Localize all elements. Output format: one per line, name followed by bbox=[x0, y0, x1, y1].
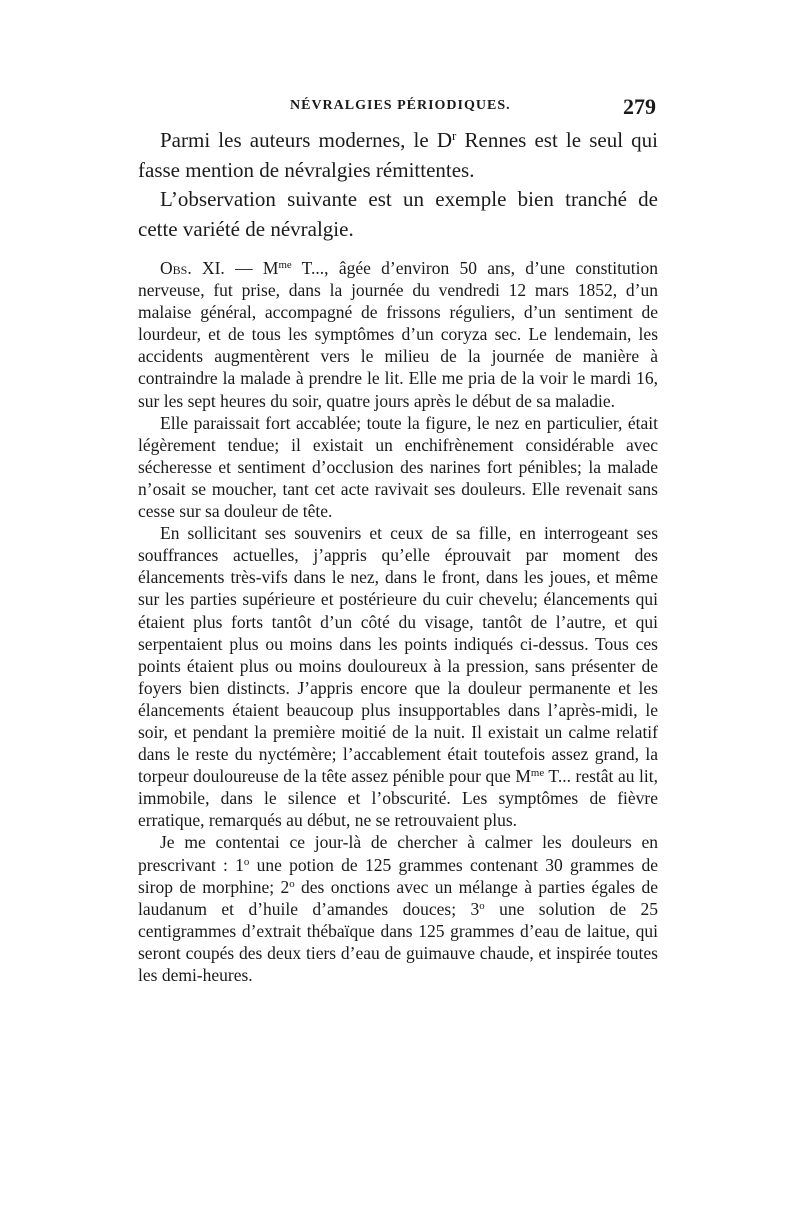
page-number: 279 bbox=[623, 94, 656, 119]
paragraph-3 bbox=[138, 257, 658, 412]
paragraph-5-superscript: me bbox=[530, 767, 545, 780]
paragraph-6-text-c: des onctions avec un mélange à parties égales de laudanum et d’huile d’amandes douces; 3 bbox=[138, 876, 658, 919]
paragraph-4: Elle paraissait fort accablée; toute la figure, le nez en particulier, était légèrement tendue; il existait un enchifrènement considérable avec sécheresse et sentiment d’occlusion des narines fort pénibles; la malade n’osait se moucher, tant cet acte ravivait ses douleurs. Elle revenait sans cesse sur sa douleur de tête. bbox=[138, 412, 658, 522]
running-title: NÉVRALGIES PÉRIODIQUES. bbox=[290, 98, 511, 113]
paragraph-6-superscript-1: o bbox=[243, 855, 250, 868]
paragraph-6-text-a: Je me contentai ce jour-là de chercher à calmer les douleurs en prescrivant : 1 bbox=[138, 832, 658, 875]
paragraph-1-superscript: r bbox=[452, 127, 457, 143]
paragraph-5 bbox=[138, 522, 658, 831]
paragraph-1-text-a: Parmi les auteurs modernes, le D bbox=[160, 128, 453, 152]
paragraph-6 bbox=[138, 831, 658, 986]
paragraph-3-text-b: T..., âgée d’environ 50 ans, d’une constitution nerveuse, fut prise, dans la journée du vendredi 12 mars 1852, d’un malaise général, accompagné de frissons réguliers, d’un sentiment de lourdeur, et de tous les symptômes d’un coryza sec. Le lendemain, les accidents augmentèrent vers le milieu de la journée de manière à contraindre la malade à prendre le lit. Elle me pria de la voir le mardi 16, sur les sept heures du soir, quatre jours après le début de sa maladie. bbox=[138, 258, 658, 411]
paragraph-6-text-b: une potion de 125 grammes contenant 30 grammes de sirop de morphine; 2 bbox=[138, 854, 658, 897]
body-text bbox=[138, 126, 658, 986]
paragraph-gap bbox=[138, 244, 658, 257]
paragraph-6-superscript-2: o bbox=[289, 877, 295, 890]
paragraph-5-text-b: T... restât au lit, immobile, dans le silence et l’obscurité. Les symptômes de fièvre erratique, remarqués au début, ne se retrouvaient plus. bbox=[138, 766, 659, 831]
paragraph-2: L’observation suivante est un exemple bien tranché de cette variété de névralgie. bbox=[138, 187, 658, 241]
paragraph-6-text-d: une solution de 25 centigrammes d’extrait thébaïque dans 125 grammes d’eau de laitue, qui seront coupés des deux tiers d’eau de guimauve chaude, et inspirée toutes les demi-heures. bbox=[138, 898, 659, 985]
observation-label: Obs. XI. bbox=[160, 258, 225, 278]
paragraph-1 bbox=[138, 126, 658, 185]
running-head bbox=[138, 96, 658, 126]
paragraph-1-text-b: Rennes est le seul qui fasse mention de névralgies rémittentes. bbox=[138, 128, 658, 182]
paragraph-3-superscript: me bbox=[278, 259, 292, 272]
paragraph-3-text-a: — M bbox=[224, 258, 279, 278]
paragraph-5-text-a: En sollicitant ses souvenirs et ceux de sa fille, en interrogeant ses souffrances actuelles, j’appris qu’elle éprouvait par moment des élancements très-vifs dans le nez, dans le front, dans les joues, et même sur les parties supérieure et postérieure du cuir chevelu; élancements qui étaient plus forts tantôt d’un côté du visage, tantôt de l’autre, et qui serpentaient plus ou moins dans les points indiqués ci-dessus. Tous ces points étaient plus ou moins douloureux à la pression, sans présenter de foyers bien distincts. J’appris encore que la douleur permanente et les élancements étaient beaucoup plus insupportables dans l’après-midi, le soir, et pendant la première moitié de la nuit. Il existait un calme relatif dans le reste du nyctémère; l’accablement était toutefois assez grand, la torpeur douloureuse de la tête assez pénible pour que M bbox=[138, 523, 658, 787]
paragraph-6-superscript-3: o bbox=[479, 899, 485, 912]
